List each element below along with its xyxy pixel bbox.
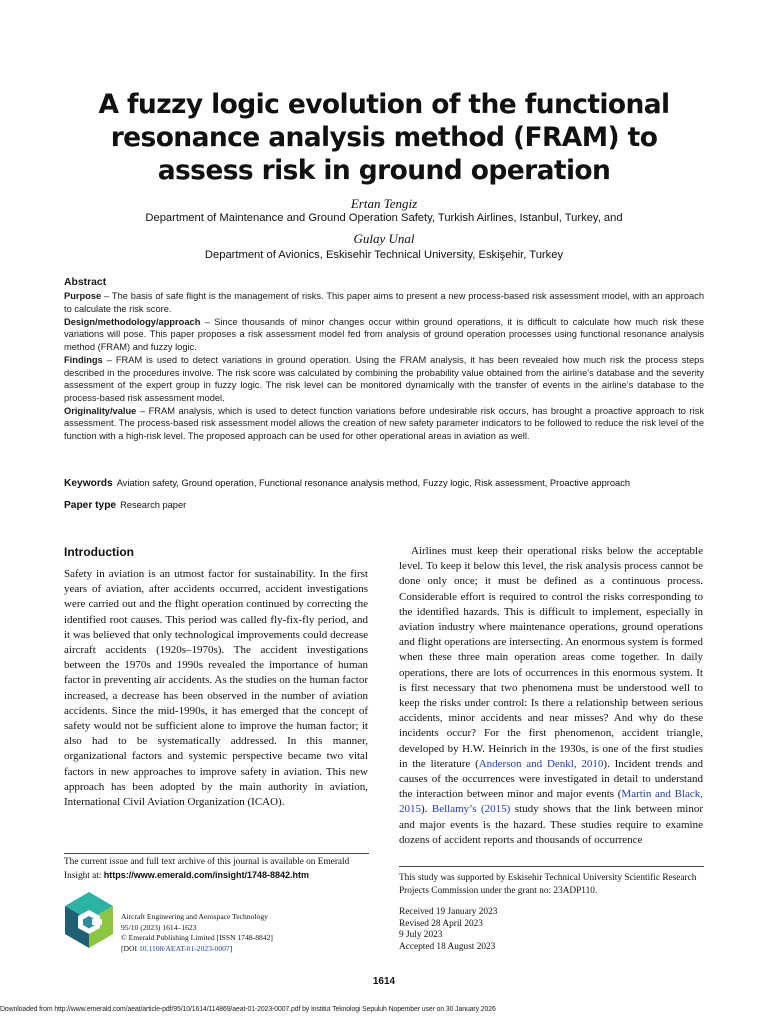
intro-right-column [399, 544, 703, 848]
purpose-text: – The basis of safe flight is the management of risks. This paper aims to present a new process-based risk assessment model, with an approach to calculate the risk score. [64, 291, 704, 314]
date-revised-2: 9 July 2023 [399, 930, 443, 941]
intro-right-paragraph [399, 544, 703, 848]
abstract-purpose [64, 290, 704, 315]
right-text-1: Airlines must keep their operational risks below the acceptable level. To keep it below this level, the risk analysis process cannot be done only once; it must be defined as a continuous process. Considerable effort is required to control the risks corresponding to the identified hazards. This is difficult to implement, especially in aviation industry where maintenance operations, ground operations and flight operations are intersecting. An enormous system is formed when these three main operation areas come together. In daily operations, there are lots of occurrences in this enormous system. It is first necessary that two phenomena must be understood well to keep the risks under control: Is there a relationship between serious accidents, minor accidents and near misses? And why do these incidents occur? For the first phenomenon, accident triangle, developed by H.W. Heinrich in the 1930s, is one of the first studies in the literature ( [399, 545, 703, 770]
intro-left-column [64, 567, 368, 810]
journal-info [121, 912, 371, 954]
footnote-rule-right [399, 866, 704, 867]
journal-publisher: © Emerald Publishing Limited [ISSN 1748-8842] [121, 933, 273, 942]
emerald-logo-icon [62, 890, 116, 950]
doi-suffix: ] [229, 943, 233, 953]
page-title: A fuzzy logic evolution of the functional resonance analysis method (FRAM) to assess risk in ground operation [98, 89, 670, 186]
footnote-rule-left [64, 853, 369, 854]
download-note: Downloaded from http://www.emerald.com/aeat/article-pdf/95/10/1614/114869/aeat-01-2023-0007.pdf by Institut Teknologi Sepuluh Nopember user on 30 January 2026 [0, 1006, 496, 1013]
abstract [64, 276, 704, 443]
abstract-design [64, 316, 704, 354]
keywords-text: Aviation safety, Ground operation, Functional resonance analysis method, Fuzzy logic, Risk assessment, Proactive approach [116, 478, 631, 488]
keywords-label: Keywords [64, 478, 113, 489]
journal-doi [121, 944, 371, 955]
intro-left-paragraph: Safety in aviation is an utmost factor for sustainability. In the first years of aviation, after accidents occurred, accident investigations were carried out and the flight operation continued by correcting the identified root causes. This period was called fly-fix-fly period, and it was believed that only technological improvements could decrease aircraft accidents (1920s–1970s). The accident investigations between the 1970s and 1990s revealed the importance of human factor in preventing air accidents. As the studies on the human factor increased, a decrease has been observed in the number of aviation accidents. Since the mid-1990s, it has emerged that the concept of safety would not be sufficient alone to improve the human factor; it also had to be systematically addressed. In this manner, organizational factors and systemic perspective became two vital factors in new approaches to improve safety in aviation. This new approach has been adopted by the main authority in aviation, International Civil Aviation Organization (ICAO). [64, 568, 368, 809]
author-2-affiliation: Department of Avionics, Eskisehir Technical University, Eskişehir, Turkey [204, 249, 564, 261]
paper-type-text: Research paper [120, 500, 187, 510]
logo-slot [92, 919, 102, 925]
journal-name: Aircraft Engineering and Aerospace Technology [121, 912, 268, 921]
author-1-name: Ertan Tengiz [350, 196, 418, 211]
originality-text: – FRAM analysis, which is used to detect function variations before undesirable risk occurs, has brought a proactive approach to risk assessment. The process-based risk assessment model allows the creation of new safety parameter indicators to be followed to reduce the risk level of the function with a high-risk level. The proposed approach can be used for other operational areas in aviation as well. [64, 405, 704, 442]
archive-url-link[interactable]: https://www.emerald.com/insight/1748-8842.htm [103, 870, 310, 880]
page-number: 1614 [372, 976, 396, 987]
paper-type [64, 499, 704, 512]
purpose-label: Purpose [64, 291, 102, 301]
journal-volume: 95/10 (2023) 1614–1623 [121, 922, 197, 932]
date-revised: Revised 28 April 2023 [399, 918, 483, 929]
right-text-4: study shows that the link between minor and major events is the hazard. These studies require to examine dozens of accident reports and thousands of occurrence [399, 803, 704, 846]
citation-bellamy[interactable]: Bellamy’s (2015) [431, 803, 511, 816]
right-text-3: ). [421, 803, 432, 816]
originality-label: Originality/value [64, 405, 137, 416]
abstract-heading: Abstract [64, 277, 107, 288]
introduction-heading: Introduction [64, 545, 134, 559]
footnote-left [64, 856, 374, 883]
keywords [64, 477, 704, 490]
author-2-name: Gulay Unal [353, 231, 415, 246]
doi-link[interactable]: 10.1108/AEAT-01-2023-0007 [138, 943, 230, 953]
funding-note: This study was supported by Eskisehir Technical University Scientific Research Projects Commission under the grant no: 23ADP110. [399, 873, 697, 896]
citation-martin-black[interactable]: Martin and Black, 2015 [399, 788, 703, 816]
design-label: Design/methodology/approach [64, 316, 201, 327]
dates [399, 907, 709, 954]
paper-type-label: Paper type [64, 500, 117, 511]
date-received: Received 19 January 2023 [399, 907, 498, 917]
abstract-originality [64, 405, 704, 443]
findings-text: – FRAM is used to detect variations in ground operation. Using the FRAM analysis, it has been revealed how much risk the process steps described in the procedures involve. The risk score was calculated by combining the probability value obtained from the airline’s database and the severity assessment of the expert group in fuzzy logic. The risk level can be monitored dynamically with the transfer of events in the airline’s database to the process-based risk assessment model. [64, 354, 704, 403]
abstract-findings [64, 354, 704, 404]
author-1-affiliation: Department of Maintenance and Ground Operation Safety, Turkish Airlines, Istanbul, Turkey, and [145, 212, 623, 224]
design-text: – Since thousands of minor changes occur within ground operations, it is difficult to calculate how much risk these variations will pose. This paper proposes a risk assessment model fed from analysis of ground operation processes using functional resonance analysis method (FRAM) and fuzzy logic. [64, 316, 704, 352]
right-text-2: ). Incident trends and causes of the occurrences were investigated in detail to understand the interaction between minor and major events ( [399, 757, 703, 801]
doi-prefix: [DOI [121, 943, 139, 953]
citation-anderson-denkl[interactable]: Anderson and Denkl, 2010 [478, 757, 604, 770]
date-accepted: Accepted 18 August 2023 [399, 942, 496, 953]
findings-label: Findings [64, 354, 103, 365]
archive-note: The current issue and full text archive of this journal is available on Emerald Insight at: [64, 857, 350, 881]
